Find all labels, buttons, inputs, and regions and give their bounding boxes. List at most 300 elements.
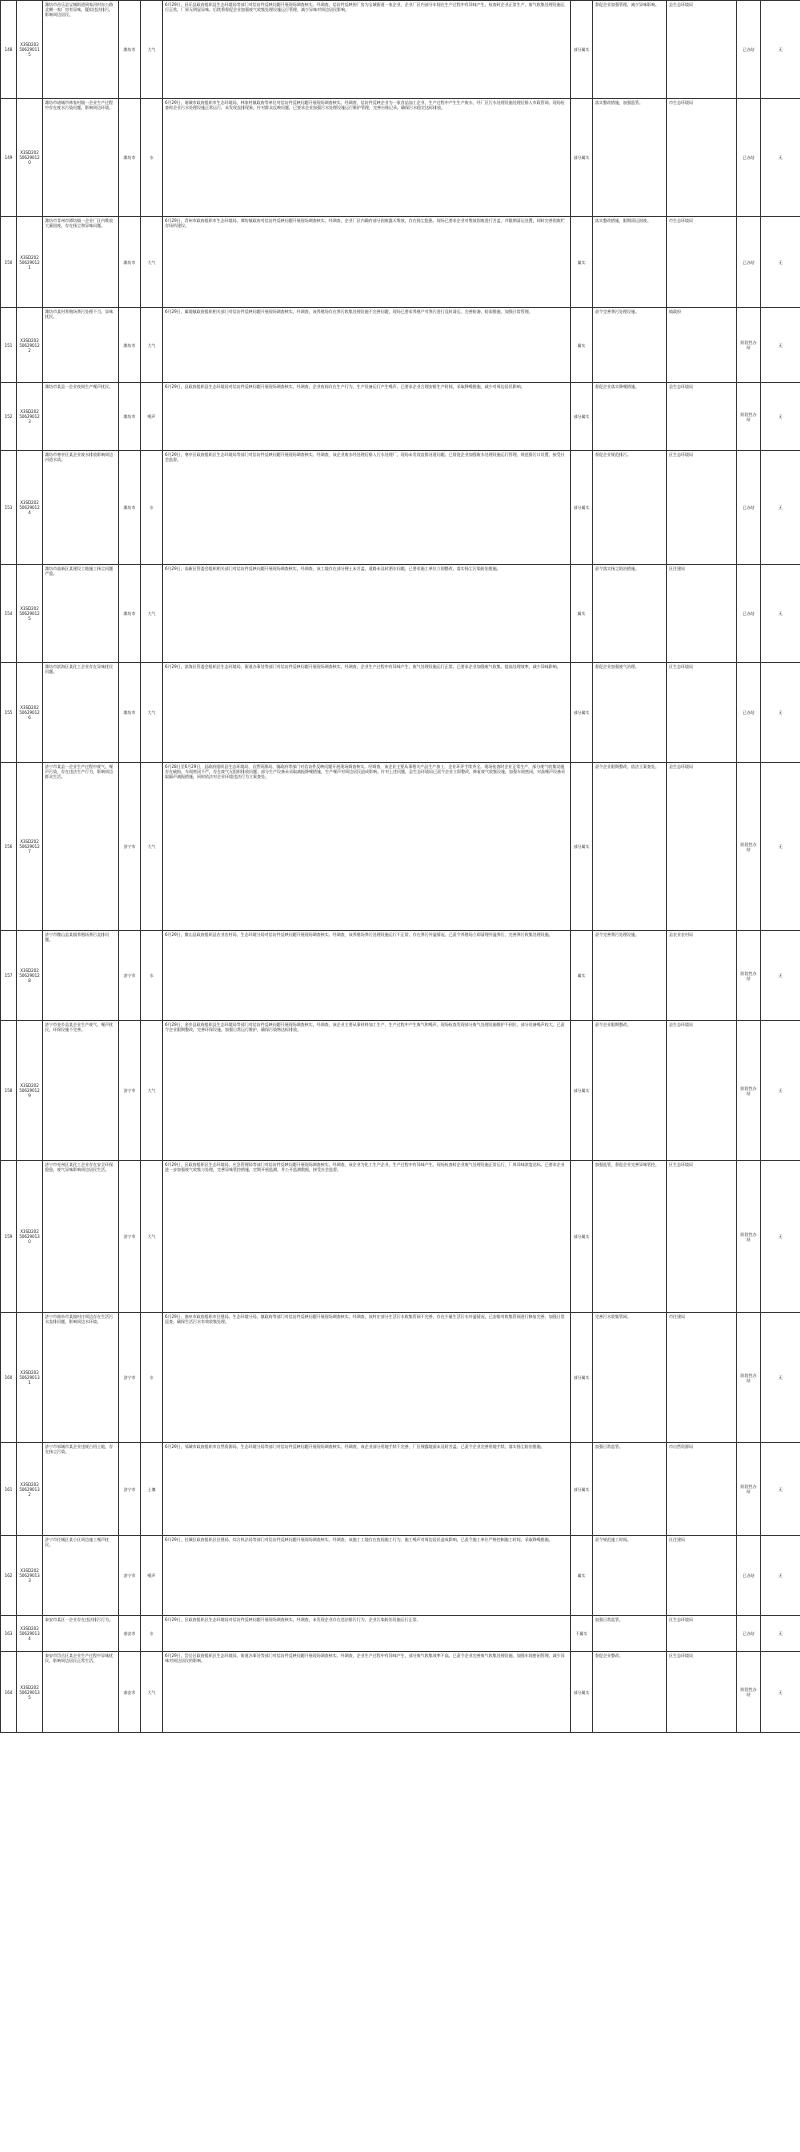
complaint-content-text: 济宁市金乡县某企业生产废气、噪声扰民，环保设施不完善。 (45, 1022, 113, 1032)
row-number (1, 1161, 17, 1313)
handling-measures-text: 督促企业规范排污。 (595, 452, 631, 457)
verdict (571, 663, 593, 763)
region-text: 潍坊市 (123, 611, 136, 616)
handling-measures (593, 1313, 667, 1443)
responsible-dept (667, 1536, 737, 1616)
responsible-dept (667, 99, 737, 217)
responsible-dept-text: 区生态环境局 (669, 1617, 693, 1622)
status-text: 阶段性办结 (740, 1231, 757, 1242)
row-number-text: 157 (4, 973, 13, 978)
pollution-type (141, 451, 163, 565)
row-number-text: 153 (4, 505, 13, 510)
complaint-content-text: 潍坊市某县一企业夜间生产噪声扰民。 (45, 384, 113, 389)
responsible-dept-text: 县生态环境局 (669, 1022, 693, 1027)
complaint-content (43, 1536, 119, 1616)
table-row (1, 308, 800, 383)
complaint-content (43, 99, 119, 217)
handling-measures-text: 加强日常监管。 (595, 1617, 623, 1622)
pollution-type-text: 大气 (147, 1234, 156, 1239)
investigation-detail (163, 451, 571, 565)
case-code-text: X3SD202506290129 (19, 1083, 40, 1098)
pollution-type-text: 噪声 (147, 414, 156, 419)
complaint-content-text: 济宁市兖州区某化工企业存在安全环保隐患，废气异味影响周边居民生活。 (45, 1162, 113, 1172)
table-row (1, 565, 800, 663)
region (119, 1652, 141, 1733)
region (119, 763, 141, 931)
case-code-text: X3SD202506290135 (19, 1684, 40, 1700)
accountability-text: 无 (778, 505, 783, 510)
table-row (1, 1313, 800, 1443)
table-row (1, 1161, 800, 1313)
accountability-text: 无 (778, 155, 783, 160)
pollution-type-text: 大气 (147, 259, 156, 265)
accountability (761, 763, 800, 931)
investigation-detail-text: 6月29日，金乡县政府组织县生态环境局等部门对信访件反映问题开展现场调查核实。经调查，该企业主要从事材料加工生产，生产过程中产生废气和噪声。现场检查发现部分废气处理设施维护不到位，部分设备噪声较大。已责令企业限期整改，完善环保设施，加强日常运行维护，确保污染物达标排放。 (165, 1022, 565, 1032)
verdict-text: 部分属实 (573, 155, 590, 160)
accountability-text: 无 (778, 611, 783, 616)
pollution-type (141, 1536, 163, 1616)
responsible-dept-text: 区生态环境局 (669, 1653, 693, 1658)
responsible-dept (667, 763, 737, 931)
complaint-content (43, 1161, 119, 1313)
handling-measures (593, 931, 667, 1021)
status (737, 931, 761, 1021)
complaint-content (43, 663, 119, 763)
investigation-detail (163, 308, 571, 383)
region (119, 1021, 141, 1161)
complaint-content-text: 济宁市微山县某镇养殖场粪污直排问题。 (45, 932, 109, 942)
investigation-detail (163, 663, 571, 763)
accountability-text: 无 (778, 342, 783, 348)
verdict-text: 部分属实 (573, 505, 590, 510)
investigation-detail (163, 217, 571, 308)
responsible-dept (667, 451, 737, 565)
accountability (761, 1652, 800, 1733)
region (119, 1313, 141, 1443)
accountability-text: 无 (778, 1689, 783, 1695)
region-text: 潍坊市 (123, 47, 136, 52)
investigation-detail-text: 6月29日，昌乐县政府组织县生态环境局等部门对信访件反映问题开展现场调查核实。经调查，信访件反映的厂房为宝城街道一家企业，企业厂区内部分车间在生产过程中有异味产生。检查时企业正常生产，废气收集处理设施运行正常，厂界无明显异味。后续将督促企业加强废气收集处理设施运行管理，减少异味对周边居民影响。 (165, 2, 565, 12)
region-text: 济宁市 (123, 1088, 136, 1093)
verdict (571, 1021, 593, 1161)
status-text: 已办结 (742, 47, 755, 52)
complaint-content (43, 383, 119, 451)
row-number (1, 308, 17, 383)
accountability (761, 383, 800, 451)
handling-measures-text: 落实整改措施，加强监管。 (595, 100, 643, 105)
region (119, 383, 141, 451)
responsible-dept-text: 市生态环境局 (669, 100, 693, 105)
responsible-dept-text: 县农业农村局 (669, 932, 693, 937)
responsible-dept-text: 县生态环境局 (669, 384, 693, 389)
region (119, 1616, 141, 1652)
complaint-content (43, 1, 119, 99)
case-code (17, 1161, 43, 1313)
investigation-detail-text: 6月29日，邹城市政府组织市自然资源局、生态环境分局等部门对信访件反映问题开展现场调查核实。经调查，该企业部分用地手续不完善，厂区裸露地面未及时苫盖。已责令企业完善用地手续，落实扬尘防治措施。 (165, 1444, 545, 1449)
row-number (1, 1616, 17, 1652)
region-text: 潍坊市 (123, 259, 136, 265)
region (119, 1443, 141, 1536)
verdict-text: 部分属实 (573, 414, 590, 419)
status-text: 已办结 (742, 611, 755, 616)
responsible-dept-text: 市住建局 (669, 1314, 685, 1319)
complaint-content-text: 济宁市任城区某小区周边施工噪声扰民。 (45, 1537, 109, 1547)
case-code-text: X3SD202506290125 (19, 606, 40, 621)
table-row (1, 1652, 800, 1733)
verdict (571, 217, 593, 308)
investigation-detail-text: 6月29日，区政府组织区生态环境局对信访件反映问题开展现场调查核实。经调查，未发现企业存在违法排污行为，企业污染防治设施运行正常。 (165, 1617, 421, 1622)
verdict (571, 451, 593, 565)
investigation-detail-text: 6月29日，属地镇政府组织相关部门对信访件反映问题开展现场调查核实。经调查，该养殖场存在粪污收集处理设施不完善问题，现场已要求养殖户对粪污进行及时清运，完善防渗、防雨措施，加强日常管理。 (165, 309, 533, 314)
handling-measures-text: 责令企业限期整改，依法立案查处。 (595, 764, 659, 769)
responsible-dept (667, 1313, 737, 1443)
table-row (1, 1021, 800, 1161)
accountability-text: 无 (778, 973, 783, 978)
pollution-type (141, 663, 163, 763)
row-number (1, 565, 17, 663)
pollution-type-text: 噪声 (147, 1573, 156, 1578)
status-text: 阶段性办结 (740, 1687, 757, 1697)
responsible-dept (667, 931, 737, 1021)
status-text: 阶段性办结 (740, 411, 757, 422)
pollution-type-text: 水 (149, 505, 154, 510)
responsible-dept (667, 1652, 737, 1733)
investigation-detail-text: 6月29日，青州市政府组织市生态环境局、谭坊镇政府对信访件反映问题开展现场调查核实。经调查，企业厂区内确有部分固废露天堆放，存在扬尘隐患。现场已要求企业对堆放固废进行苫盖，并限期清运处置，同时完善固废贮存场所建设。 (165, 218, 565, 228)
row-number-text: 151 (4, 342, 13, 348)
case-code (17, 308, 43, 383)
investigation-detail-text: 6月29日，诸城市政府组织市生态环境局、林家村镇政府等单位对信访件反映问题开展现场调查核实。经调查，信访件反映企业为一家食品加工企业，生产过程中产生生产废水，经厂区污水处理设施处理后排入市政管网。现场检查时企业污水处理设施正常运行，未发现直排现象。针对群众反映问题，已要求企业加强污水处理设施运行维护管理，完善台账记录，确保污水稳定达标排放。 (165, 100, 565, 110)
responsible-dept-text: 区住建局 (669, 1537, 685, 1542)
investigation-detail-text: 6月29日，县政府组织县生态环境局对信访件反映问题开展现场调查核实。经调查，企业夜间存在生产行为，生产设备运行产生噪声。已要求企业合理安排生产时间，采取降噪措施，减少对周边居民影响。 (165, 384, 525, 389)
verdict (571, 1652, 593, 1733)
responsible-dept-text: 市自然资源局 (669, 1444, 693, 1449)
row-number-text: 156 (4, 844, 13, 849)
case-code-text: X3SD202506290120 (19, 150, 40, 165)
pollution-type (141, 217, 163, 308)
case-code (17, 1021, 43, 1161)
case-code (17, 931, 43, 1021)
handling-measures (593, 1021, 667, 1161)
handling-measures (593, 383, 667, 451)
table-row (1, 931, 800, 1021)
responsible-dept (667, 1021, 737, 1161)
row-number-text: 159 (4, 1234, 13, 1239)
pollution-type-text: 水 (149, 1631, 154, 1636)
investigation-detail (163, 1616, 571, 1652)
responsible-dept (667, 1616, 737, 1652)
accountability (761, 1, 800, 99)
responsible-dept-text: 县生态环境局 (669, 764, 693, 769)
verdict (571, 931, 593, 1021)
complaint-content (43, 217, 119, 308)
row-number (1, 1536, 17, 1616)
pollution-type-text: 大气 (147, 1088, 156, 1093)
complaint-content (43, 1021, 119, 1161)
row-number (1, 1652, 17, 1733)
complaint-content (43, 308, 119, 383)
row-number-text: 150 (4, 259, 13, 265)
region-text: 济宁市 (123, 973, 136, 978)
complaint-content (43, 1313, 119, 1443)
case-code-text: X3SD202506290128 (19, 968, 40, 983)
investigation-detail (163, 763, 571, 931)
region (119, 1, 141, 99)
status (737, 1021, 761, 1161)
handling-measures-text: 责令完善粪污处理设施。 (595, 309, 639, 314)
handling-measures-text: 责令企业限期整改。 (595, 1022, 631, 1027)
status-text: 阶段性办结 (740, 970, 757, 981)
verdict (571, 1313, 593, 1443)
pollution-type-text: 水 (149, 155, 154, 160)
status (737, 451, 761, 565)
accountability-text: 无 (778, 414, 783, 419)
investigation-detail (163, 1313, 571, 1443)
handling-measures (593, 565, 667, 663)
row-number-text: 161 (4, 1486, 13, 1492)
handling-measures (593, 99, 667, 217)
case-code-text: X3SD202506290133 (19, 1568, 40, 1583)
verdict (571, 1, 593, 99)
accountability (761, 1443, 800, 1536)
case-code (17, 99, 43, 217)
case-code (17, 1616, 43, 1652)
investigation-detail (163, 1652, 571, 1733)
accountability (761, 217, 800, 308)
verdict-text: 部分属实 (573, 1486, 590, 1492)
handling-measures (593, 1616, 667, 1652)
handling-measures (593, 663, 667, 763)
status-text: 阶段性办结 (740, 1372, 757, 1383)
investigation-detail-text: 6月29日，曲阜市政府组织市住建局、生态环境分局、镇政府等部门对信访件反映问题开展现场调查核实。经调查，该村庄部分生活污水收集管网不完善，存在少量生活污水外溢情况。已安排对收集管网进行修复完善，加强日常巡查，确保生活污水有效收集处理。 (165, 1314, 565, 1324)
case-code-text: X3SD202506290130 (19, 1229, 40, 1244)
pollution-type-text: 大气 (147, 844, 156, 849)
handling-measures (593, 308, 667, 383)
table-row (1, 763, 800, 931)
complaint-content-text: 济宁市曲阜市某镇村庄周边存在生活污水直排问题，影响周边水环境。 (45, 1314, 113, 1324)
verdict-text: 属实 (577, 611, 586, 616)
status (737, 763, 761, 931)
investigation-detail (163, 1161, 571, 1313)
accountability-text: 无 (778, 259, 783, 265)
verdict-text: 部分属实 (573, 1689, 590, 1695)
accountability (761, 1313, 800, 1443)
accountability-text: 无 (778, 1234, 783, 1239)
case-code-text: X3SD202506290123 (19, 409, 40, 424)
verdict-text: 部分属实 (573, 710, 590, 715)
status (737, 1616, 761, 1652)
handling-measures (593, 217, 667, 308)
status (737, 308, 761, 383)
accountability (761, 663, 800, 763)
status-text: 阶段性办结 (740, 1484, 757, 1494)
complaint-content-text: 潍坊市青州市谭坊镇一企业厂区内堆放大量固废，存在扬尘和异味问题。 (45, 218, 113, 228)
region-text: 济宁市 (123, 1234, 136, 1239)
case-code (17, 763, 43, 931)
status (737, 1443, 761, 1536)
complaint-content (43, 451, 119, 565)
investigation-detail-text: 6月29日，寒亭区政府组织区生态环境局等部门对信访件反映问题开展现场调查核实。经调查，该企业废水经处理后排入污水处理厂，现场未发现直排河道问题。已督促企业加强废水处理设施运行管理，规范排污口设置，接受社会监督。 (165, 452, 565, 462)
complaint-content-text: 济宁市某县一企业生产过程中废气、噪声污染，存在违法生产行为，影响周边群众生活。 (45, 764, 113, 779)
case-code-text: X3SD202506290126 (19, 705, 40, 720)
complaint-content (43, 1652, 119, 1733)
case-code-text: X3SD202506290134 (19, 1626, 40, 1641)
status (737, 565, 761, 663)
region-text: 潍坊市 (123, 342, 136, 348)
region (119, 663, 141, 763)
pollution-type-text: 水 (149, 973, 154, 978)
handling-measures (593, 1443, 667, 1536)
responsible-dept-text: 市生态环境局 (669, 218, 693, 223)
case-code (17, 1443, 43, 1536)
responsible-dept (667, 383, 737, 451)
handling-measures-text: 落实整改措施，限期清运固废。 (595, 218, 651, 223)
verdict-text: 部分属实 (573, 1375, 590, 1380)
handling-measures-text: 督促企业落实降噪措施。 (595, 384, 639, 389)
verdict-text: 属实 (577, 973, 586, 978)
case-code (17, 451, 43, 565)
handling-measures (593, 451, 667, 565)
accountability (761, 1616, 800, 1652)
status (737, 383, 761, 451)
status-text: 已办结 (742, 1573, 755, 1578)
complaint-content-text: 潍坊市某村养殖场粪污处理不当，异味扰民。 (45, 309, 113, 319)
status-text: 已办结 (742, 259, 755, 265)
verdict-text: 属实 (577, 259, 586, 265)
responsible-dept (667, 217, 737, 308)
verdict (571, 1443, 593, 1536)
complaint-content (43, 763, 119, 931)
responsible-dept (667, 565, 737, 663)
pollution-type (141, 1443, 163, 1536)
investigation-detail-text: 6月29日，区政府组织区生态环境局、应急管理局等部门对信访件反映问题开展现场调查核实。经调查，该企业为化工生产企业，生产过程中有异味产生。现场检查时企业废气处理设施正常运行，厂界异味浓度达标。已要求企业进一步加强废气收集与处理，完善异味管控措施，定期开展监测，并公开监测数据，接受社会监督。 (165, 1162, 565, 1172)
case-code-text: X3SD202506290115 (19, 42, 40, 57)
status-text: 阶段性办结 (740, 1085, 757, 1096)
complaint-content-text: 潍坊市滨海区某化工企业存在异味扰民问题。 (45, 664, 113, 674)
handling-measures (593, 1652, 667, 1733)
status-text: 阶段性办结 (740, 340, 757, 350)
row-number (1, 663, 17, 763)
responsible-dept (667, 308, 737, 383)
pollution-type-text: 大气 (147, 1689, 156, 1695)
region-text: 泰安市 (123, 1631, 136, 1636)
table-row (1, 1616, 800, 1652)
responsible-dept-text: 镇政府 (669, 309, 681, 314)
pollution-type (141, 565, 163, 663)
pollution-type (141, 99, 163, 217)
complaint-content (43, 931, 119, 1021)
complaint-content-text: 济宁市邹城市某企业违规占用土地，存在扬尘污染。 (45, 1444, 113, 1454)
complaint-content-text: 潍坊市昌乐县宝城街道周家河村东公路北侧一家厂房有异味，疑似违法排污，影响周边居民。 (45, 2, 113, 17)
investigation-detail-text: 6月29日，岱岳区政府组织区生态环境局、街道办事处等部门对信访件反映问题开展现场调查核实。经调查，企业生产过程中有异味产生，部分废气收集效率不高。已责令企业完善废气收集处理设施，加强车间密闭管理，减少异味对周边居民的影响。 (165, 1653, 565, 1663)
region (119, 565, 141, 663)
case-code (17, 1313, 43, 1443)
case-code-text: X3SD202506290131 (19, 1370, 40, 1385)
accountability (761, 1021, 800, 1161)
handling-measures-text: 加强日常监管。 (595, 1444, 623, 1449)
responsible-dept (667, 1, 737, 99)
status (737, 217, 761, 308)
accountability (761, 1161, 800, 1313)
verdict-text: 部分属实 (573, 1234, 590, 1239)
case-code-text: X3SD202506290127 (19, 839, 40, 854)
status (737, 1536, 761, 1616)
handling-measures-text: 督促企业整改。 (595, 1653, 623, 1658)
verdict-text: 部分属实 (573, 1088, 590, 1093)
pollution-type-text: 大气 (147, 611, 156, 616)
verdict-text: 属实 (577, 342, 586, 348)
region-text: 潍坊市 (123, 710, 136, 715)
pollution-type (141, 308, 163, 383)
accountability-text: 无 (778, 1573, 783, 1578)
verdict (571, 565, 593, 663)
pollution-type (141, 763, 163, 931)
pollution-type-text: 大气 (147, 47, 156, 52)
responsible-dept (667, 663, 737, 763)
status-text: 已办结 (742, 155, 755, 160)
row-number-text: 160 (4, 1375, 13, 1380)
row-number (1, 1443, 17, 1536)
verdict (571, 308, 593, 383)
investigation-detail-text: 6月28日至6月29日，县政府组织县生态环境局、自然资源局、镇政府等部门对信访件反映问题开展现场调查核实。经调查，该企业主要从事相关产品生产加工，企业环评手续齐全。现场检查时企业正常生产，部分废气收集设施存在破损，车间密闭不严，存在废气无组织排放问题；部分生产设备未采取减振降噪措施，生产噪声对周边居民造成影响。针对上述问题，县生态环境局已责令企业立即整改，修复废气收集设施，加强车间密闭，对高噪声设备采取隔声减振措施，同时依法对企业环境违法行为立案查处。 (165, 764, 565, 779)
pollution-type (141, 1652, 163, 1733)
table-row (1, 663, 800, 763)
handling-measures (593, 763, 667, 931)
responsible-dept (667, 1161, 737, 1313)
table-row (1, 1536, 800, 1616)
row-number (1, 931, 17, 1021)
responsible-dept (667, 1443, 737, 1536)
row-number (1, 1021, 17, 1161)
investigation-detail-text: 6月29日，滨海区管委会组织区生态环境局、街道办事处等部门对信访件反映问题开展现场调查核实。经调查，企业生产过程中有异味产生，废气处理设施运行正常。已要求企业加强废气收集，提高处理效率，减少异味影响。 (165, 664, 561, 669)
region-text: 潍坊市 (123, 505, 136, 510)
responsible-dept-text: 区生态环境局 (669, 664, 693, 669)
region-text: 济宁市 (123, 1486, 136, 1492)
status-text: 阶段性办结 (740, 841, 757, 852)
responsible-dept-text: 区生态环境局 (669, 452, 693, 457)
status-text: 已办结 (742, 1631, 755, 1636)
row-number (1, 1313, 17, 1443)
table-row (1, 451, 800, 565)
handling-measures-text: 责令落实扬尘防治措施。 (595, 566, 639, 571)
region (119, 99, 141, 217)
case-code (17, 1652, 43, 1733)
row-number (1, 217, 17, 308)
complaint-content (43, 565, 119, 663)
accountability (761, 565, 800, 663)
table-row (1, 217, 800, 308)
row-number-text: 154 (4, 611, 13, 616)
investigation-detail (163, 1, 571, 99)
row-number-text: 163 (4, 1631, 13, 1636)
region (119, 308, 141, 383)
status (737, 1652, 761, 1733)
investigation-detail (163, 565, 571, 663)
case-code (17, 1, 43, 99)
investigation-detail (163, 1443, 571, 1536)
handling-measures (593, 1536, 667, 1616)
row-number-text: 164 (4, 1689, 13, 1695)
row-number (1, 99, 17, 217)
verdict (571, 383, 593, 451)
row-number (1, 383, 17, 451)
accountability-text: 无 (778, 1375, 783, 1380)
accountability-text: 无 (778, 1631, 783, 1636)
complaint-content (43, 1443, 119, 1536)
case-code-text: X3SD202506290121 (19, 254, 40, 270)
pollution-type (141, 383, 163, 451)
handling-measures-text: 加强监管，督促企业完善异味管控。 (595, 1162, 659, 1167)
accountability-text: 无 (778, 1486, 783, 1492)
